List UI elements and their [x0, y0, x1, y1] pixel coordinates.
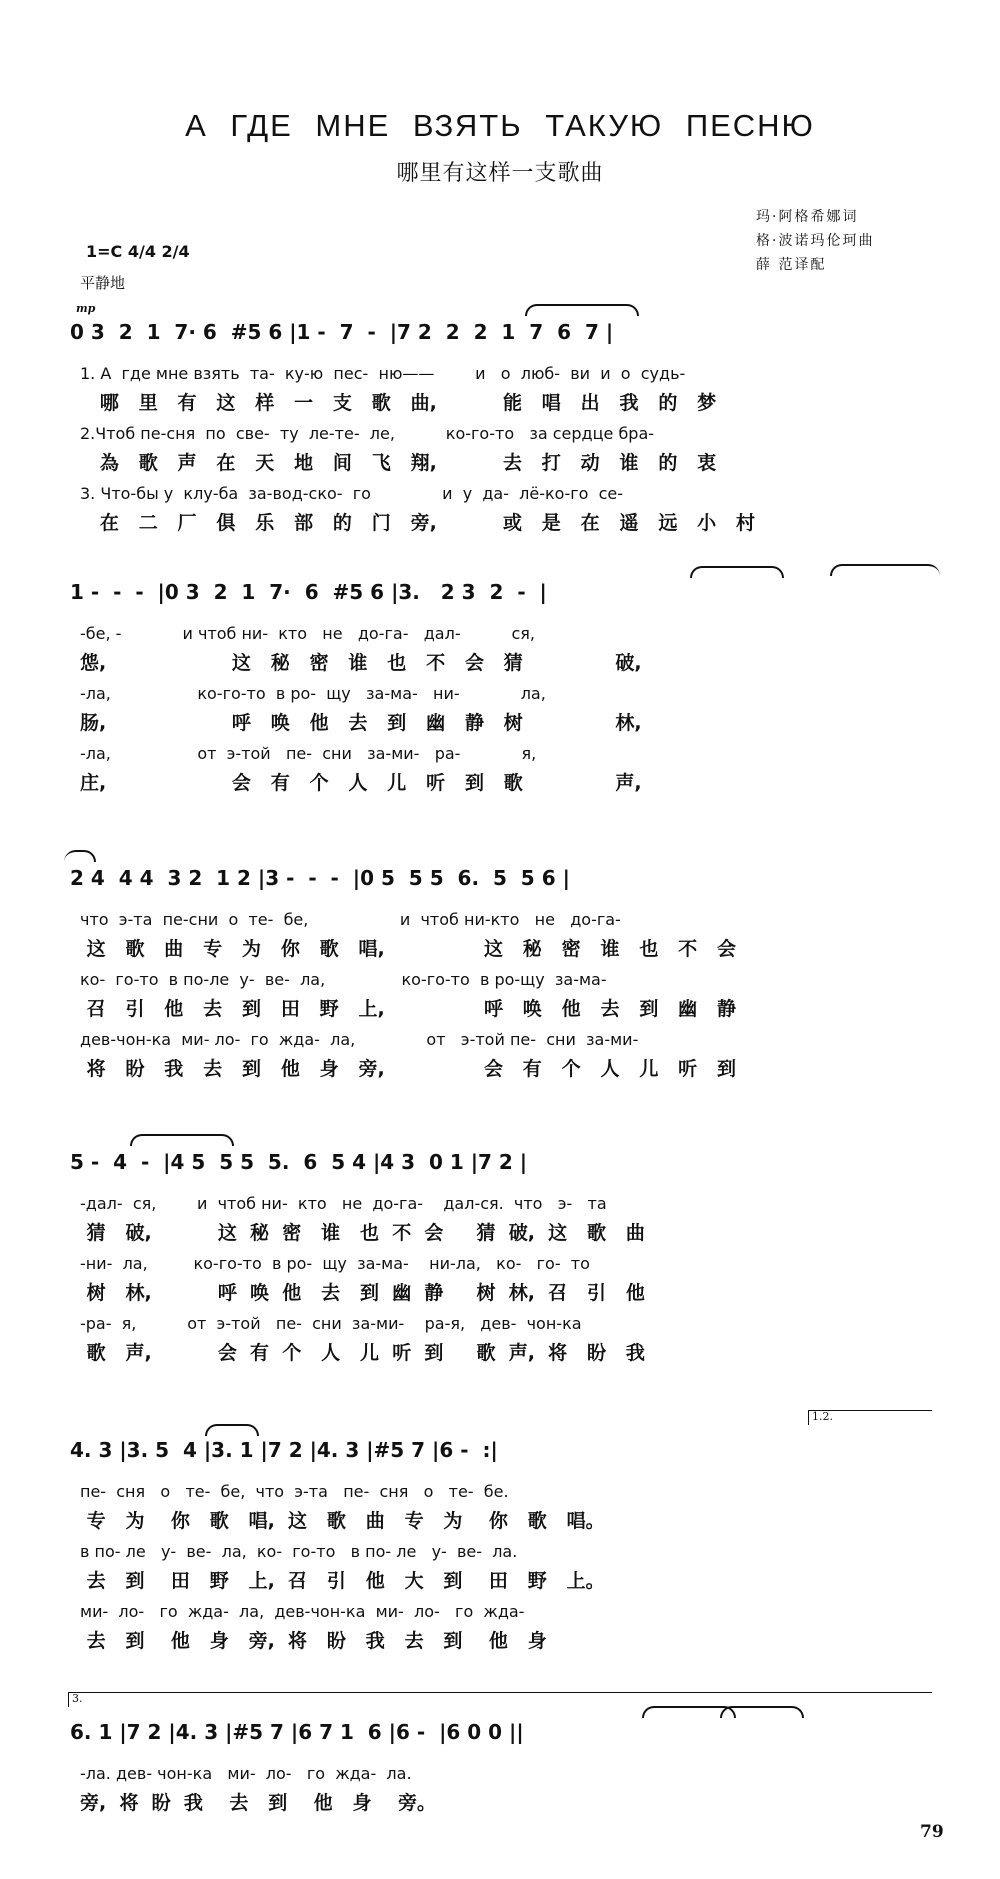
lyric-line: 肠, 呼 唤 他 去 到 幽 静 树 林,	[80, 712, 642, 734]
song-subtitle: 哪里有这样一支歌曲	[396, 161, 604, 186]
lyric-line: ко- го-то в по-ле у- ве- ла, ко-го-то в ро-щу за-ма-	[80, 970, 607, 989]
lyric-line: -бе, - и чтоб ни- кто не до-га- дал- ся,	[80, 624, 535, 643]
lyric-line: 哪 里 有 这 样 一 支 歌 曲, 能 唱 出 我 的 梦	[80, 392, 717, 414]
lyric-line: -ни- ла, ко-го-то в ро- щу за-ма- ни-ла, ко- го- то	[80, 1254, 590, 1273]
lyric-line: 将 盼 我 去 到 他 身 旁, 会 有 个 人 儿 听 到	[80, 1058, 737, 1080]
key-signature: 1=C 4/4 2/4	[86, 242, 190, 261]
lyric-line: 猜 破, 这 秘 密 谁 也 不 会 猜 破, 这 歌 曲	[80, 1222, 645, 1244]
score-system-3	[70, 858, 940, 1078]
lyric-line: -ра- я, от э-той пе- сни за-ми- ра-я, дев- чон-ка	[80, 1314, 582, 1333]
lyric-line: 1. А где мне взять та- ку-ю пес- ню—— и о люб- ви и о судь-	[80, 364, 686, 383]
notation-line: 5 - 4 - |4 5 5 5 5. 6 5 4 |4 3 0 1 |7 2 |	[70, 1150, 528, 1174]
lyric-line: 树 林, 呼 唤 他 去 到 幽 静 树 林, 召 引 他	[80, 1282, 645, 1304]
lyric-line: дев-чон-ка ми- ло- го жда- ла, от э-той пе- сни за-ми-	[80, 1030, 639, 1049]
lyric-line: -ла. дев- чон-ка ми- ло- го жда- ла.	[80, 1764, 412, 1783]
song-title: А ГДЕ МНЕ ВЗЯТЬ ТАКУЮ ПЕСНЮ	[185, 108, 815, 143]
lyric-line: 去 到 田 野 上, 召 引 他 大 到 田 野 上。	[80, 1570, 605, 1592]
lyric-line: 专 为 你 歌 唱, 这 歌 曲 专 为 你 歌 唱。	[80, 1510, 605, 1532]
volta-bracket: 3.	[68, 1692, 932, 1707]
lyric-line: в по- ле у- ве- ла, ко- го-то в по- ле у- ве- ла.	[80, 1542, 518, 1561]
notation-line: 6. 1 |7 2 |4. 3 |#5 7 |6 7 1 6 |6 - |6 0 0 ||	[70, 1720, 524, 1744]
lyric-line: 3. Что-бы у клу-ба за-вод-ско- го и у да- лё-ко-го се-	[80, 484, 624, 503]
score-system-4	[70, 1142, 940, 1362]
lyric-line: ми- ло- го жда- ла, дев-чон-ка ми- ло- го жда-	[80, 1602, 525, 1621]
lyric-line: 2.Чтоб пе-сня по све- ту ле-те- ле, ко-го-то за сердце бра-	[80, 424, 655, 443]
score-system-1	[70, 312, 940, 532]
credit-composer: 格·波诺玛伦珂曲	[756, 233, 875, 249]
score-system-2	[70, 572, 940, 792]
credit-lyricist: 玛·阿格希娜词	[756, 209, 859, 225]
lyric-line: 庄, 会 有 个 人 儿 听 到 歌 声,	[80, 772, 642, 794]
lyric-line: 召 引 他 去 到 田 野 上, 呼 唤 他 去 到 幽 静	[80, 998, 737, 1020]
notation-line: 2 4 4 4 3 2 1 2 |3 - - - |0 5 5 5 6. 5 5 6 |	[70, 866, 570, 890]
score-system-6	[70, 1692, 940, 1822]
lyric-line: -ла, от э-той пе- сни за-ми- ра- я,	[80, 744, 537, 763]
lyric-line: пе- сня о те- бе, что э-та пе- сня о те- бе.	[80, 1482, 509, 1501]
lyric-line: 怹, 这 秘 密 谁 也 不 会 猜 破,	[80, 652, 642, 674]
lyric-line: 旁, 将 盼 我 去 到 他 身 旁。	[80, 1792, 436, 1814]
lyric-line: 歌 声, 会 有 个 人 儿 听 到 歌 声, 将 盼 我	[80, 1342, 645, 1364]
lyric-line: -дал- ся, и чтоб ни- кто не до-га- дал-ся. что э- та	[80, 1194, 607, 1213]
page-number: 79	[920, 1822, 944, 1842]
dynamic-marking: mp	[76, 302, 96, 315]
tempo-marking: 平静地	[80, 274, 126, 292]
lyric-line: 在 二 厂 俱 乐 部 的 门 旁, 或 是 在 遥 远 小 村	[80, 512, 756, 534]
notation-line: 4. 3 |3. 5 4 |3. 1 |7 2 |4. 3 |#5 7 |6 - :|	[70, 1438, 498, 1462]
lyric-line: -ла, ко-го-то в ро- щу за-ма- ни- ла,	[80, 684, 546, 703]
credit-translator: 薛 范译配	[756, 257, 827, 273]
lyric-line: 去 到 他 身 旁, 将 盼 我 去 到 他 身	[80, 1630, 547, 1652]
notation-line: 0 3 2 1 7· 6 #5 6 |1 - 7 - |7 2 2 2 1 7 6 7 |	[70, 320, 614, 344]
notation-line: 1 - - - |0 3 2 1 7· 6 #5 6 |3. 2 3 2 - |	[70, 580, 547, 604]
lyric-line: что э-та пе-сни о те- бе, и чтоб ни-кто не до-га-	[80, 910, 621, 929]
lyric-line: 这 歌 曲 专 为 你 歌 唱, 这 秘 密 谁 也 不 会	[80, 938, 737, 960]
score-system-5	[70, 1410, 940, 1652]
lyric-line: 為 歌 声 在 天 地 间 飞 翔, 去 打 动 谁 的 衷	[80, 452, 717, 474]
volta-bracket: 1.2.	[808, 1410, 932, 1425]
